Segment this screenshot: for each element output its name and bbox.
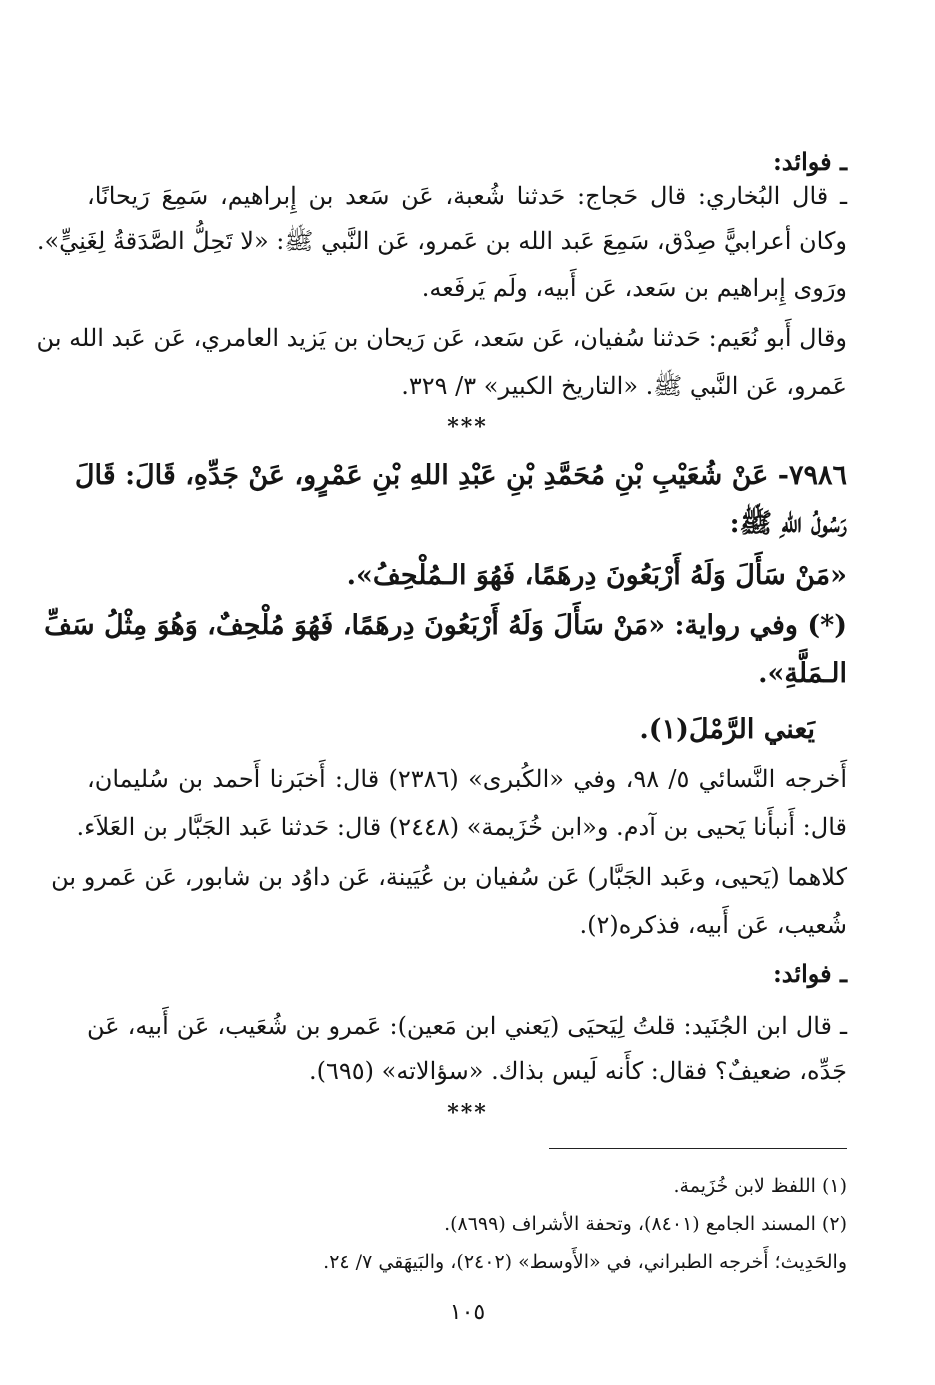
hadith-isnad-line: ٧٩٨٦- عَنْ شُعَيْبِ بْنِ مُحَمَّدِ بْنِ عَبْدِ اللهِ بْنِ عَمْرٍو، عَنْ جَدِّهِ، قَالَ: قَالَ — [74, 460, 847, 491]
page-number: ١٠٥ — [449, 1300, 486, 1325]
separator-stars: *** — [447, 1100, 488, 1126]
paragraph-line: ـ قال ابن الجُنَيد: قلتُ لِيَحيَى (يَعني ابن مَعين): عَمرو بن شُعَيب، عَن أَبيه، عَن — [87, 1012, 847, 1040]
takhrij-line: شُعيب، عَن أَبيه، فذكره(٢). — [579, 911, 847, 939]
footnote: (٢) المسند الجامع (٨٤٠١)، وتحفة الأشراف (٨٦٩٩). — [444, 1213, 847, 1235]
hadith-explanation: يَعني الرَّمْلَ(١). — [639, 714, 815, 745]
hadith-isnad-line: رَسُولُ اللهِ ﷺ: — [729, 508, 847, 539]
footnote-divider — [549, 1148, 847, 1149]
section-heading-fawaid: ـ فوائد: — [772, 959, 847, 988]
hadith-variant-line: الـمَلَّةِ». — [758, 658, 847, 689]
paragraph-line: وقال أَبو نُعَيم: حَدثنا سُفيان، عَن سَعد، عَن رَيحان بن يَزيد العامري، عَن عَبد الله بن — [36, 324, 847, 352]
hadith-text: «مَنْ سَأَلَ وَلَهُ أَرْبَعُونَ دِرهَمًا، فَهُوَ الـمُلْحِفُ». — [346, 560, 847, 591]
paragraph-line: وكان أعرابيًّ صِدْق، سَمِعَ عَبد الله بن عَمرو، عَن النَّبي ﷺ: «لا تَحِلُّ الصَّدَقةُ لِغَنِيٍّ». — [36, 227, 847, 255]
section-heading-fawaid: ـ فوائد: — [772, 147, 847, 176]
takhrij-line: أَخرجه النَّسائي ٥/ ٩٨، وفي «الكُبرى» (٢٣٨٦) قال: أَخبَرنا أَحمد بن سُليمان، — [87, 765, 848, 793]
paragraph-line: جَدِّه، ضعيفٌ؟ فقال: كأَنه لَيس بذاك. «سؤالاته» (٦٩٥). — [309, 1057, 847, 1085]
takhrij-line: كلاهما (يَحيى، وعَبد الجَبَّار) عَن سُفيان بن عُيَينة، عَن داوُد بن شابور، عَن عَمرو بن — [51, 863, 847, 891]
paragraph-line: ورَوى إِبراهيم بن سَعد، عَن أَبيه، ولَم يَرفَعه. — [421, 274, 847, 302]
paragraph-line: عَمرو، عَن النَّبي ﷺ. «التاريخ الكبير» ٣/ ٣٢٩. — [401, 372, 847, 400]
footnote: والحَدِيث؛ أَخرجه الطبراني، في «الأَوسط» (٢٤٠٢)، والبَيهَقي ٧/ ٢٤. — [323, 1251, 847, 1273]
footnote: (١) اللفظ لابن خُزَيمة. — [673, 1175, 847, 1197]
separator-stars: *** — [447, 414, 488, 440]
takhrij-line: قال: أَنبأَنا يَحيى بن آدم. و«ابن خُزَيمة» (٢٤٤٨) قال: حَدثنا عَبد الجَبَّار بن العَلاَء. — [76, 813, 847, 841]
paragraph-line: ـ قال البُخاري: قال حَجاج: حَدثنا شُعبة، عَن سَعد بن إِبراهيم، سَمِعَ رَيحانًا، — [87, 182, 847, 210]
hadith-variant-line: (*) وفي رواية: «مَنْ سَأَلَ وَلَهُ أَرْبَعُونَ دِرهَمًا، فَهُوَ مُلْحِفٌ، وَهُوَ مِثْلُ سَفِّ — [44, 610, 847, 641]
